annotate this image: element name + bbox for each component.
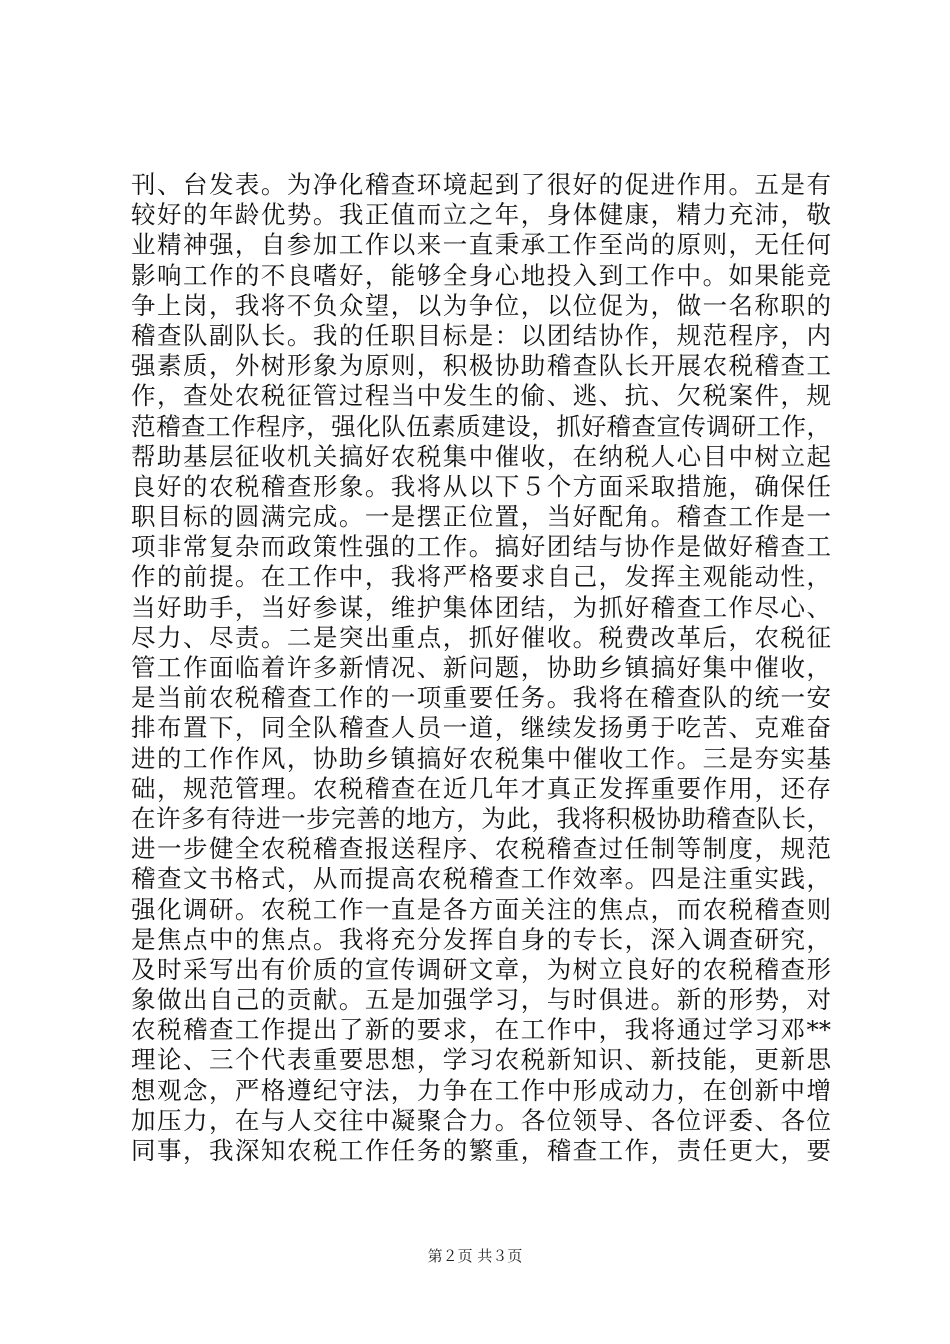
- text-line: 及时采写出有价质的宣传调研文章，为树立良好的农税稽查形: [131, 954, 831, 984]
- text-line: 强化调研。农税工作一直是各方面关注的焦点，而农税稽查则: [131, 894, 831, 924]
- text-line: 想观念，严格遵纪守法，力争在工作中形成动力，在创新中增: [131, 1075, 831, 1105]
- text-line: 稽查文书格式，从而提高农税稽查工作效率。四是注重实践，: [131, 864, 831, 894]
- text-line: 农税稽查工作提出了新的要求，在工作中，我将通过学习邓**: [131, 1015, 831, 1045]
- text-line: 当好助手，当好参谋，维护集体团结，为抓好稽查工作尽心、: [131, 592, 831, 622]
- text-line: 强素质，外树形象为原则，积极协助稽查队长开展农税稽查工: [131, 351, 831, 381]
- page-number-label: 第２页 共３页: [427, 1247, 523, 1265]
- text-line: 排布置下，同全队稽查人员一道，继续发扬勇于吃苦、克难奋: [131, 713, 831, 743]
- text-line: 同事，我深知农税工作任务的繁重，稽查工作，责任更大，要: [131, 1136, 831, 1165]
- text-line: 础，规范管理。农税稽查在近几年才真正发挥重要作用，还存: [131, 773, 831, 803]
- text-line: 象做出自己的贡献。五是加强学习，与时俱进。新的形势，对: [131, 985, 831, 1015]
- text-line: 影响工作的不良嗜好，能够全身心地投入到工作中。如果能竞: [131, 260, 831, 290]
- text-line: 管工作面临着许多新情况、新问题，协助乡镇搞好集中催收，: [131, 653, 831, 682]
- text-line: 是当前农税稽查工作的一项重要任务。我将在稽查队的统一安: [131, 683, 831, 713]
- text-line: 是焦点中的焦点。我将充分发挥自身的专长，深入调查研究，: [131, 924, 831, 954]
- text-line: 加压力，在与人交往中凝聚合力。各位领导、各位评委、各位: [131, 1105, 831, 1135]
- text-line: 业精神强，自参加工作以来一直秉承工作至尚的原则，无任何: [131, 230, 831, 260]
- text-line: 良好的农税稽查形象。我将从以下５个方面采取措施，确保任: [131, 471, 831, 501]
- text-line: 尽力、尽责。二是突出重点，抓好催收。税费改革后，农税征: [131, 622, 831, 652]
- text-line: 项非常复杂而政策性强的工作。搞好团结与协作是做好稽查工: [131, 532, 831, 562]
- text-line: 在许多有待进一步完善的地方，为此，我将积极协助稽查队长，: [131, 803, 831, 833]
- text-line: 进的工作作风，协助乡镇搞好农税集中催收工作。三是夯实基: [131, 743, 831, 773]
- text-line: 进一步健全农税稽查报送程序、农税稽查过任制等制度，规范: [131, 834, 831, 864]
- text-line: 较好的年龄优势。我正值而立之年，身体健康，精力充沛，敬: [131, 200, 831, 230]
- text-line: 刊、台发表。为净化稽查环境起到了很好的促进作用。五是有: [131, 170, 831, 199]
- text-line: 理论、三个代表重要思想，学习农税新知识、新技能，更新思: [131, 1045, 831, 1075]
- text-line: 帮助基层征收机关搞好农税集中催收，在纳税人心目中树立起: [131, 441, 831, 471]
- body-text: [131, 170, 831, 1166]
- text-line: 范稽查工作程序，强化队伍素质建设，抓好稽查宣传调研工作，: [131, 411, 831, 441]
- text-line: 职目标的圆满完成。一是摆正位置，当好配角。稽查工作是一: [131, 502, 831, 532]
- text-line: 争上岗，我将不负众望，以为争位，以位促为，做一名称职的: [131, 290, 831, 320]
- text-line: 作，查处农税征管过程当中发生的偷、逃、抗、欠税案件，规: [131, 381, 831, 411]
- text-line: 作的前提。在工作中，我将严格要求自己，发挥主观能动性，: [131, 562, 831, 592]
- text-line: 稽查队副队长。我的任职目标是：以团结协作，规范程序，内: [131, 320, 831, 350]
- page-footer: [0, 1246, 950, 1266]
